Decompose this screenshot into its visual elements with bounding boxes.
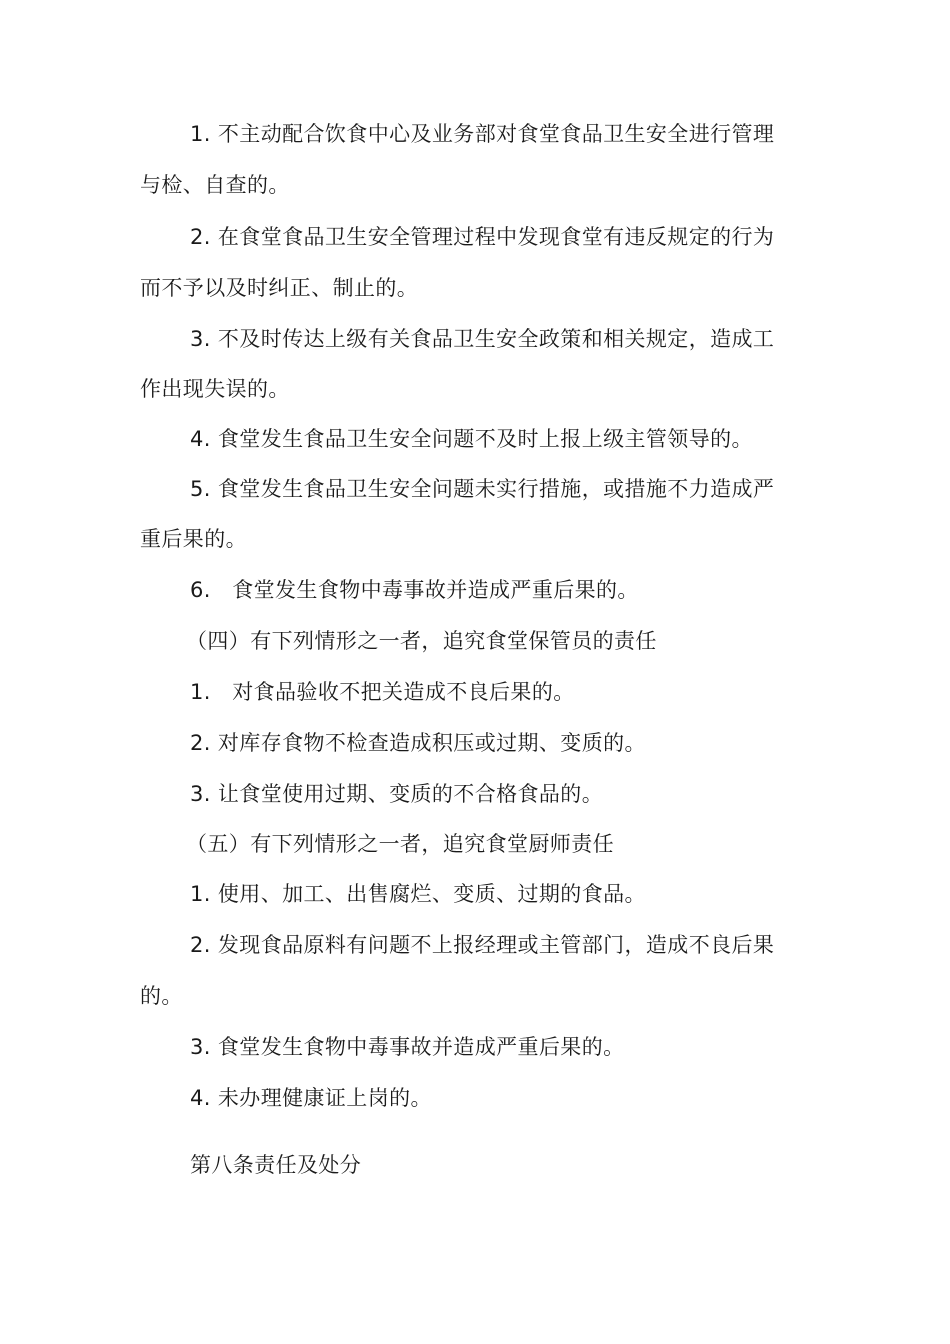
article-heading: 第八条责任及处分 <box>190 1153 362 1177</box>
paragraph-line: 而不予以及时纠正、制止的。 <box>140 276 419 300</box>
paragraph-line: 3. 让食堂使用过期、变质的不合格食品的。 <box>190 782 604 806</box>
paragraph-line: 2. 对库存食物不检查造成积压或过期、变质的。 <box>190 731 646 755</box>
paragraph-line: 2. 在食堂食品卫生安全管理过程中发现食堂有违反规定的行为 <box>190 225 775 249</box>
paragraph-line: 1. 使用、加工、出售腐烂、变质、过期的食品。 <box>190 882 646 906</box>
paragraph-line: 作出现失误的。 <box>140 377 290 401</box>
section-heading: （五）有下列情形之一者，追究食堂厨师责任 <box>186 832 614 856</box>
paragraph-line: 2. 发现食品原料有问题不上报经理或主管部门，造成不良后果 <box>190 933 775 957</box>
section-heading: （四）有下列情形之一者，追究食堂保管员的责任 <box>186 629 657 653</box>
paragraph-line: 1. 不主动配合饮食中心及业务部对食堂食品卫生安全进行管理 <box>190 122 775 146</box>
paragraph-line: 3. 食堂发生食物中毒事故并造成严重后果的。 <box>190 1035 625 1059</box>
paragraph-line: 4. 食堂发生食品卫生安全问题不及时上报上级主管领导的。 <box>190 427 753 451</box>
paragraph-line: 的。 <box>140 984 183 1008</box>
paragraph-line: 3. 不及时传达上级有关食品卫生安全政策和相关规定，造成工 <box>190 327 775 351</box>
paragraph-line: 5. 食堂发生食品卫生安全问题未实行措施，或措施不力造成严 <box>190 477 775 501</box>
paragraph-line: 4. 未办理健康证上岗的。 <box>190 1086 432 1110</box>
paragraph-line: 6. 食堂发生食物中毒事故并造成严重后果的。 <box>190 578 639 602</box>
paragraph-line: 与检、自查的。 <box>140 173 290 197</box>
paragraph-line: 重后果的。 <box>140 527 247 551</box>
paragraph-line: 1. 对食品验收不把关造成不良后果的。 <box>190 680 575 704</box>
